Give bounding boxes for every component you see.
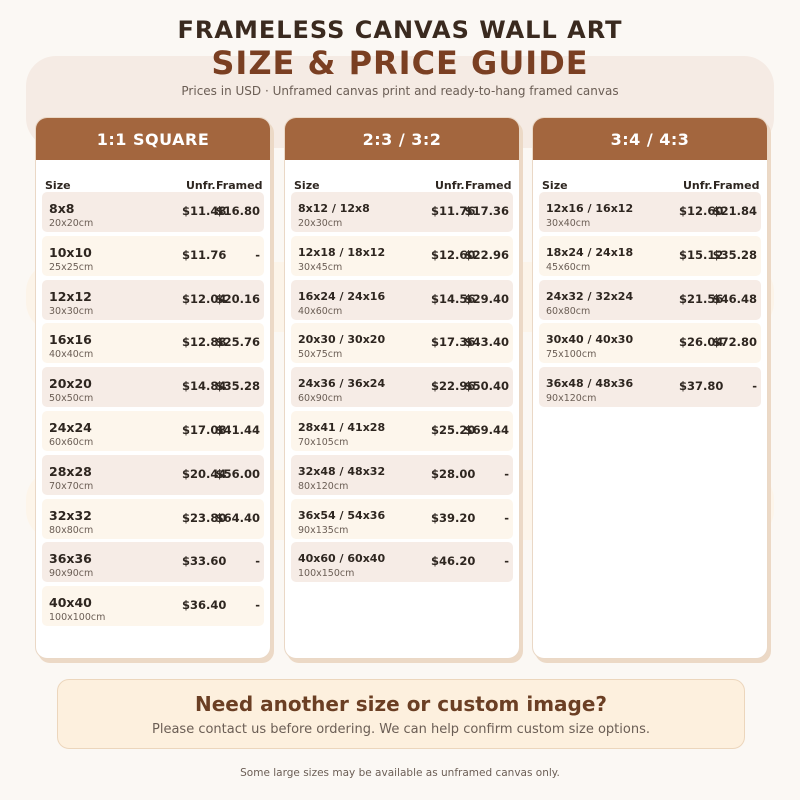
column-header-unframed: Unfr. [435,179,465,192]
size-label: 36x48 / 48x36 [546,377,634,391]
framed-price: $25.76 [215,335,260,350]
framed-price: $21.84 [712,204,757,218]
unframed-price: $11.76 [431,204,476,218]
size-cm: 90x135cm [298,524,349,536]
framed-price: $64.40 [215,510,260,525]
size-cm: 30x40cm [546,218,591,229]
size-row [42,499,264,539]
framed-price: - [504,554,509,569]
column-header-size: Size [45,179,71,192]
size-row [42,367,264,407]
size-label: 8x12 / 12x8 [298,202,370,215]
size-row [42,323,264,363]
card-title: 1:1 SQUARE [36,118,270,160]
column-header-unframed: Unfr. [683,179,713,192]
size-cm: 50x50cm [49,393,94,405]
unframed-price: $12.04 [182,291,227,306]
size-label: 12x16 / 16x12 [546,202,634,215]
size-row [539,280,761,320]
unframed-price: $46.20 [431,554,476,569]
size-row [291,192,513,232]
card-title: 3:4 / 4:3 [533,118,767,160]
size-list [42,192,264,626]
unframed-price: $25.20 [431,422,476,437]
framed-price: - [752,379,757,394]
column-header-unframed: Unfr. [186,179,216,192]
size-label: 20x20 [49,376,92,392]
unframed-price: $22.96 [431,379,476,394]
size-row [42,542,264,582]
size-cm: 90x120cm [546,393,597,405]
unframed-price: $12.88 [182,335,227,350]
size-label: 28x41 / 41x28 [298,420,386,434]
size-row [42,411,264,451]
size-label: 16x16 [49,332,92,348]
column-headers [285,160,519,190]
size-label: 12x18 / 18x12 [298,245,386,259]
size-list [291,192,513,582]
framed-price: $72.80 [712,335,757,350]
framed-price: $35.28 [215,379,260,394]
unframed-price: $11.76 [182,247,227,262]
price-card [35,117,271,659]
size-row [42,455,264,495]
framed-price: $29.40 [464,291,509,306]
size-label: 32x48 / 48x32 [298,464,386,478]
size-row [291,455,513,495]
footnote: Some large sizes may be available as unframed canvas only. [240,767,560,779]
size-label: 40x40 [49,595,92,611]
framed-price: - [504,510,509,525]
framed-price: $56.00 [215,466,260,481]
size-cm: 20x30cm [298,218,343,229]
size-label: 16x24 / 24x16 [298,289,386,303]
column-header-size: Size [294,179,320,192]
size-row [291,367,513,407]
size-row [291,499,513,539]
size-row [42,280,264,320]
price-card [284,117,520,659]
size-label: 24x36 / 36x24 [298,377,386,391]
page-heading: SIZE & PRICE GUIDE [211,44,589,82]
size-label: 12x12 [49,288,92,304]
price-card [532,117,768,659]
size-row [42,192,264,232]
framed-price: $22.96 [464,247,509,262]
unframed-price: $11.48 [182,204,227,218]
size-cm: 20x20cm [49,218,94,229]
unframed-price: $36.40 [182,598,227,613]
size-row [291,542,513,582]
callout-text: Please contact us before ordering. We can help confirm custom size options. [152,722,650,737]
size-label: 28x28 [49,463,92,479]
size-cm: 50x75cm [298,349,343,361]
column-header-framed: Framed [713,179,760,192]
framed-price: $43.40 [464,335,509,350]
size-label: 30x40 / 40x30 [546,333,634,347]
size-label: 36x36 [49,551,92,567]
unframed-price: $14.84 [182,379,227,394]
size-cm: 60x90cm [298,393,343,405]
unframed-price: $12.60 [679,204,724,218]
custom-size-callout [57,679,745,749]
column-header-framed: Framed [216,179,263,192]
unframed-price: $37.80 [679,379,724,394]
size-label: 40x60 / 60x40 [298,552,386,566]
size-cm: 60x80cm [546,305,591,317]
unframed-price: $15.12 [679,247,724,262]
page-title: FRAMELESS CANVAS WALL ART [177,16,623,44]
framed-price: - [255,598,260,613]
size-cm: 25x25cm [49,261,94,273]
framed-price: - [504,466,509,481]
size-cm: 100x100cm [49,612,106,624]
unframed-price: $12.60 [431,247,476,262]
size-row [42,586,264,626]
framed-price: $46.48 [712,291,757,306]
size-cm: 90x90cm [49,568,94,580]
size-row [291,411,513,451]
size-cm: 30x30cm [49,305,94,317]
size-cm: 80x120cm [298,480,349,492]
unframed-price: $33.60 [182,554,227,569]
unframed-price: $20.44 [182,466,227,481]
column-headers [36,160,270,190]
size-label: 24x24 [49,419,92,435]
card-title: 2:3 / 3:2 [285,118,519,160]
size-cm: 40x40cm [49,349,94,361]
framed-price: - [255,554,260,569]
framed-price: $16.80 [215,204,260,218]
unframed-price: $17.36 [431,335,476,350]
size-row [539,192,761,232]
size-row [42,236,264,276]
size-cm: 75x100cm [546,349,597,361]
framed-price: - [255,247,260,262]
size-label: 32x32 [49,507,92,523]
size-cm: 45x60cm [546,261,591,273]
size-label: 10x10 [49,244,92,260]
column-header-size: Size [542,179,568,192]
unframed-price: $14.56 [431,291,476,306]
framed-price: $17.36 [464,204,509,218]
callout-title: Need another size or custom image? [194,692,608,716]
framed-price: $69.44 [464,422,509,437]
unframed-price: $26.04 [679,335,724,350]
size-row [539,323,761,363]
column-headers [533,160,767,190]
framed-price: $41.44 [215,422,260,437]
size-label: 8x8 [49,201,75,216]
size-label: 20x30 / 30x20 [298,333,386,347]
size-cm: 100x150cm [298,568,355,580]
size-cm: 70x105cm [298,436,349,448]
size-cm: 60x60cm [49,436,94,448]
framed-price: $20.16 [215,291,260,306]
unframed-price: $21.56 [679,291,724,306]
framed-price: $50.40 [464,379,509,394]
size-cm: 80x80cm [49,524,94,536]
size-row [539,367,761,407]
size-list [539,192,761,407]
size-row [539,236,761,276]
column-header-framed: Framed [465,179,512,192]
size-cm: 70x70cm [49,480,94,492]
size-cm: 30x45cm [298,261,343,273]
size-row [291,236,513,276]
unframed-price: $23.80 [182,510,227,525]
unframed-price: $28.00 [431,466,476,481]
size-label: 24x32 / 32x24 [546,289,634,303]
unframed-price: $17.08 [182,422,227,437]
size-cm: 40x60cm [298,305,343,317]
page-subtitle: Prices in USD · Unframed canvas print and ready-to-hang framed canvas [181,84,619,98]
size-label: 18x24 / 24x18 [546,245,634,259]
size-row [291,323,513,363]
size-label: 36x54 / 54x36 [298,508,386,522]
framed-price: $35.28 [712,247,757,262]
size-row [291,280,513,320]
unframed-price: $39.20 [431,510,476,525]
